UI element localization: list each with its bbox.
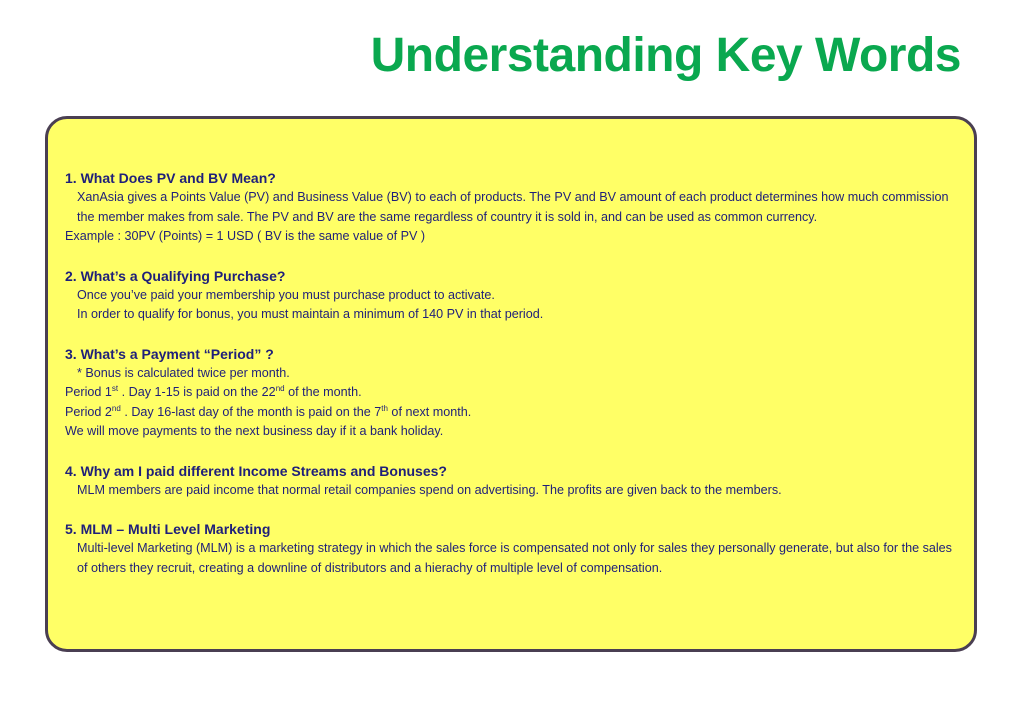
period-2-end: of next month. — [387, 404, 472, 419]
section-income-streams — [65, 461, 958, 501]
period-2-line — [65, 403, 958, 423]
section-heading: 4. Why am I paid different Income Streams and Bonuses? — [65, 462, 447, 479]
paragraph: In order to qualify for bonus, you must maintain a minimum of 140 PV in that period. — [77, 307, 544, 321]
section-payment-period — [65, 344, 958, 442]
superscript: th — [381, 403, 388, 413]
period-1-text: . Day 1-15 is paid on the 22 — [118, 385, 276, 399]
superscript: st — [111, 383, 119, 393]
paragraph: * Bonus is calculated twice per month. — [77, 365, 290, 380]
superscript: nd — [275, 383, 285, 393]
period-1-label: Period 1 — [65, 385, 112, 399]
section-heading: 2. What’s a Qualifying Purchase? — [65, 267, 286, 284]
section-heading: 3. What’s a Payment “Period” ? — [65, 345, 274, 362]
period-2-label: Period 2 — [65, 404, 112, 419]
paragraph: We will move payments to the next business day if it a bank holiday. — [65, 424, 444, 438]
period-2-text: . Day 16-last day of the month is paid on the 7 — [120, 404, 382, 419]
section-pv-bv — [65, 168, 958, 247]
page-title: Understanding Key Words — [370, 29, 961, 82]
paragraph: XanAsia gives a Points Value (PV) and Business Value (BV) to each of products. The PV and BV amount of each product determines how much commission the member makes from sale. The PV and BV are the same regardless of country it is sold in, and can be used as common currency. — [77, 190, 949, 224]
section-heading: 1. What Does PV and BV Mean? — [65, 170, 276, 186]
period-1-line — [65, 383, 958, 403]
superscript: nd — [111, 403, 121, 413]
content-panel — [45, 116, 977, 652]
paragraph: Multi-level Marketing (MLM) is a marketing strategy in which the sales force is compensated not only for sales they personally generate, but also for the sales of others they recruit, creating a downline of distributors and a hierachy of multiple level of compensation. — [77, 541, 952, 575]
period-1-end: of the month. — [284, 385, 362, 399]
paragraph: Once you’ve paid your membership you must purchase product to activate. — [77, 287, 495, 302]
paragraph: Example : 30PV (Points) = 1 USD ( BV is the same value of PV ) — [65, 229, 426, 243]
section-heading: 5. MLM – Multi Level Marketing — [65, 521, 271, 537]
section-mlm — [65, 519, 958, 578]
section-qualifying-purchase — [65, 266, 958, 325]
paragraph: MLM members are paid income that normal retail companies spend on advertising. The profits are given back to the members. — [77, 482, 782, 497]
